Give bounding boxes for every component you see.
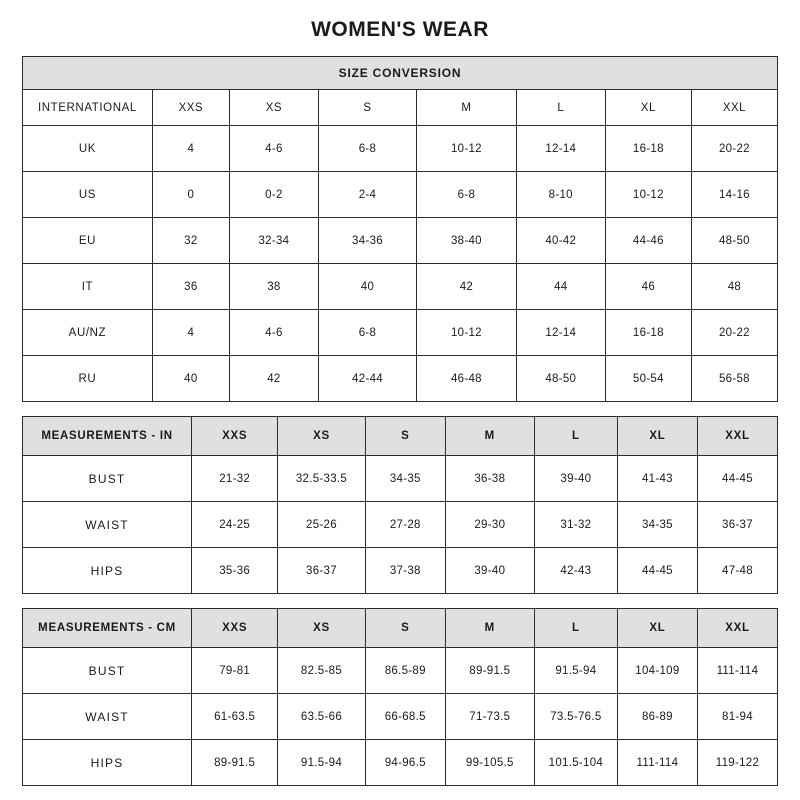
meas-cm-col-xxl: XXL bbox=[697, 609, 777, 648]
table-row bbox=[23, 694, 778, 740]
page-title: WOMEN'S WEAR bbox=[311, 18, 489, 41]
conversion-col-s: S bbox=[318, 90, 416, 126]
meas-in-col-xl: XL bbox=[617, 417, 697, 456]
meas-cm-col-s: S bbox=[365, 609, 445, 648]
conversion-header-row bbox=[23, 90, 778, 126]
row-label: EU bbox=[23, 218, 153, 264]
cell: 42 bbox=[417, 264, 517, 310]
conversion-col-xs: XS bbox=[229, 90, 318, 126]
cell: 61-63.5 bbox=[192, 694, 278, 740]
meas-in-col-s: S bbox=[365, 417, 445, 456]
cell: 47-48 bbox=[697, 548, 777, 594]
cell: 4-6 bbox=[229, 126, 318, 172]
cell: 66-68.5 bbox=[365, 694, 445, 740]
table-row bbox=[23, 356, 778, 402]
cell: 91.5-94 bbox=[534, 648, 617, 694]
cell: 20-22 bbox=[691, 126, 777, 172]
meas-cm-col-xxs: XXS bbox=[192, 609, 278, 648]
meas-cm-col-m: M bbox=[445, 609, 534, 648]
cell: 39-40 bbox=[445, 548, 534, 594]
size-conversion-table bbox=[22, 56, 778, 402]
cell: 48-50 bbox=[516, 356, 605, 402]
row-label: UK bbox=[23, 126, 153, 172]
cell: 34-35 bbox=[617, 502, 697, 548]
table-row bbox=[23, 126, 778, 172]
cell: 94-96.5 bbox=[365, 740, 445, 786]
cell: 0-2 bbox=[229, 172, 318, 218]
cell: 6-8 bbox=[417, 172, 517, 218]
cell: 12-14 bbox=[516, 310, 605, 356]
cell: 32-34 bbox=[229, 218, 318, 264]
cell: 111-114 bbox=[697, 648, 777, 694]
cell: 63.5-66 bbox=[278, 694, 366, 740]
cell: 46-48 bbox=[417, 356, 517, 402]
cell: 46 bbox=[605, 264, 691, 310]
cell: 73.5-76.5 bbox=[534, 694, 617, 740]
cell: 44 bbox=[516, 264, 605, 310]
cell: 91.5-94 bbox=[278, 740, 366, 786]
cell: 50-54 bbox=[605, 356, 691, 402]
cell: 36-37 bbox=[697, 502, 777, 548]
cell: 38-40 bbox=[417, 218, 517, 264]
cell: 32.5-33.5 bbox=[278, 456, 366, 502]
meas-in-col-xxl: XXL bbox=[697, 417, 777, 456]
conversion-col-xxl: XXL bbox=[691, 90, 777, 126]
table-row bbox=[23, 218, 778, 264]
meas-cm-col-xs: XS bbox=[278, 609, 366, 648]
conversion-title-row bbox=[23, 57, 778, 90]
cell: 27-28 bbox=[365, 502, 445, 548]
cell: 42-43 bbox=[534, 548, 617, 594]
cell: 44-45 bbox=[617, 548, 697, 594]
table-row bbox=[23, 548, 778, 594]
cell: 12-14 bbox=[516, 126, 605, 172]
cell: 10-12 bbox=[605, 172, 691, 218]
cell: 48-50 bbox=[691, 218, 777, 264]
meas-in-col-xxs: XXS bbox=[192, 417, 278, 456]
row-label: BUST bbox=[23, 456, 192, 502]
cell: 16-18 bbox=[605, 310, 691, 356]
table-row bbox=[23, 310, 778, 356]
cell: 37-38 bbox=[365, 548, 445, 594]
row-label: BUST bbox=[23, 648, 192, 694]
cell: 25-26 bbox=[278, 502, 366, 548]
meas-in-col-xs: XS bbox=[278, 417, 366, 456]
cell: 38 bbox=[229, 264, 318, 310]
meas-in-col-m: M bbox=[445, 417, 534, 456]
measurements-in-title: MEASUREMENTS - IN bbox=[23, 417, 192, 456]
table-row bbox=[23, 264, 778, 310]
cell: 89-91.5 bbox=[445, 648, 534, 694]
row-label: HIPS bbox=[23, 740, 192, 786]
cell: 34-35 bbox=[365, 456, 445, 502]
cell: 111-114 bbox=[617, 740, 697, 786]
row-label: IT bbox=[23, 264, 153, 310]
cell: 104-109 bbox=[617, 648, 697, 694]
measurements-in-header-row bbox=[23, 417, 778, 456]
cell: 31-32 bbox=[534, 502, 617, 548]
conversion-col-m: M bbox=[417, 90, 517, 126]
cell: 44-45 bbox=[697, 456, 777, 502]
cell: 4-6 bbox=[229, 310, 318, 356]
conversion-col-l: L bbox=[516, 90, 605, 126]
cell: 29-30 bbox=[445, 502, 534, 548]
measurements-cm-table bbox=[22, 608, 778, 786]
conversion-col-xxs: XXS bbox=[152, 90, 229, 126]
cell: 71-73.5 bbox=[445, 694, 534, 740]
meas-in-col-l: L bbox=[534, 417, 617, 456]
cell: 14-16 bbox=[691, 172, 777, 218]
cell: 0 bbox=[152, 172, 229, 218]
cell: 34-36 bbox=[318, 218, 416, 264]
table-row bbox=[23, 740, 778, 786]
cell: 44-46 bbox=[605, 218, 691, 264]
table-row bbox=[23, 502, 778, 548]
cell: 56-58 bbox=[691, 356, 777, 402]
cell: 89-91.5 bbox=[192, 740, 278, 786]
cell: 39-40 bbox=[534, 456, 617, 502]
row-label: WAIST bbox=[23, 502, 192, 548]
cell: 4 bbox=[152, 126, 229, 172]
cell: 40 bbox=[152, 356, 229, 402]
row-label: WAIST bbox=[23, 694, 192, 740]
cell: 40 bbox=[318, 264, 416, 310]
cell: 99-105.5 bbox=[445, 740, 534, 786]
cell: 86-89 bbox=[617, 694, 697, 740]
cell: 101.5-104 bbox=[534, 740, 617, 786]
cell: 48 bbox=[691, 264, 777, 310]
cell: 35-36 bbox=[192, 548, 278, 594]
measurements-cm-title: MEASUREMENTS - CM bbox=[23, 609, 192, 648]
measurements-cm-header-row bbox=[23, 609, 778, 648]
table-row bbox=[23, 456, 778, 502]
measurements-in-table bbox=[22, 416, 778, 594]
cell: 8-10 bbox=[516, 172, 605, 218]
cell: 24-25 bbox=[192, 502, 278, 548]
cell: 41-43 bbox=[617, 456, 697, 502]
cell: 4 bbox=[152, 310, 229, 356]
row-label: US bbox=[23, 172, 153, 218]
row-label: HIPS bbox=[23, 548, 192, 594]
cell: 16-18 bbox=[605, 126, 691, 172]
cell: 36-38 bbox=[445, 456, 534, 502]
row-label: AU/NZ bbox=[23, 310, 153, 356]
cell: 42-44 bbox=[318, 356, 416, 402]
cell: 10-12 bbox=[417, 310, 517, 356]
cell: 86.5-89 bbox=[365, 648, 445, 694]
cell: 36 bbox=[152, 264, 229, 310]
row-label: RU bbox=[23, 356, 153, 402]
cell: 79-81 bbox=[192, 648, 278, 694]
cell: 36-37 bbox=[278, 548, 366, 594]
cell: 21-32 bbox=[192, 456, 278, 502]
table-row bbox=[23, 648, 778, 694]
cell: 82.5-85 bbox=[278, 648, 366, 694]
conversion-col-xl: XL bbox=[605, 90, 691, 126]
meas-cm-col-l: L bbox=[534, 609, 617, 648]
cell: 2-4 bbox=[318, 172, 416, 218]
cell: 32 bbox=[152, 218, 229, 264]
cell: 119-122 bbox=[697, 740, 777, 786]
cell: 40-42 bbox=[516, 218, 605, 264]
conversion-col-international: INTERNATIONAL bbox=[23, 90, 153, 126]
meas-cm-col-xl: XL bbox=[617, 609, 697, 648]
cell: 81-94 bbox=[697, 694, 777, 740]
cell: 10-12 bbox=[417, 126, 517, 172]
conversion-title: SIZE CONVERSION bbox=[23, 57, 778, 90]
cell: 42 bbox=[229, 356, 318, 402]
cell: 20-22 bbox=[691, 310, 777, 356]
cell: 6-8 bbox=[318, 126, 416, 172]
cell: 6-8 bbox=[318, 310, 416, 356]
table-row bbox=[23, 172, 778, 218]
